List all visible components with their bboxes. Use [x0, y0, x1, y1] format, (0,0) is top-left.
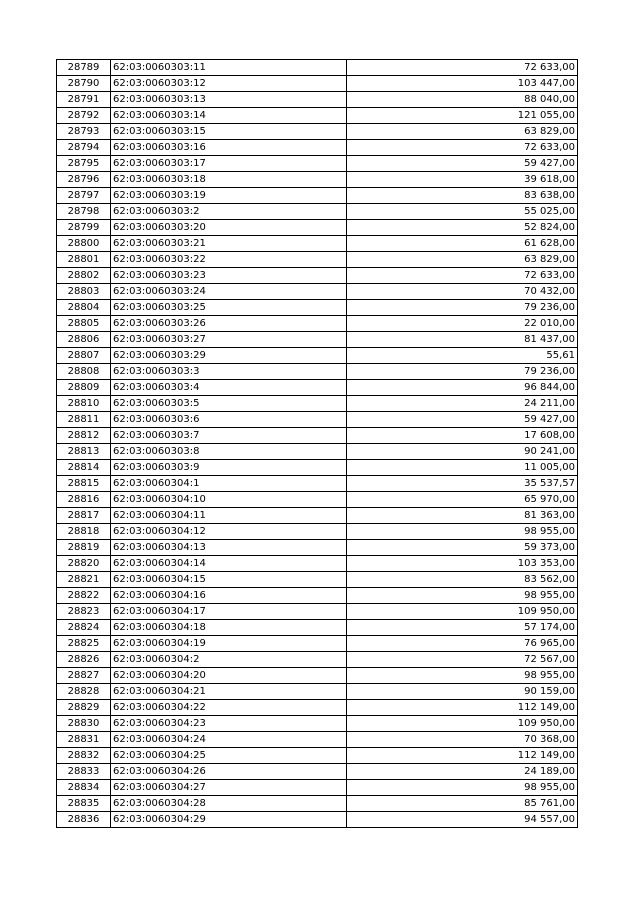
row-number-cell: 28829 — [57, 700, 111, 716]
cadastral-number-cell: 62:03:0060304:24 — [111, 732, 347, 748]
row-number-cell: 28796 — [57, 172, 111, 188]
cadastral-number-cell: 62:03:0060303:21 — [111, 236, 347, 252]
row-number-cell: 28832 — [57, 748, 111, 764]
cadastral-number-cell: 62:03:0060303:12 — [111, 76, 347, 92]
cadastral-value-cell: 65 970,00 — [347, 492, 578, 508]
row-number-cell: 28814 — [57, 460, 111, 476]
table-row — [57, 540, 578, 556]
row-number-cell: 28805 — [57, 316, 111, 332]
table-row — [57, 332, 578, 348]
row-number-cell: 28810 — [57, 396, 111, 412]
cadastral-value-cell: 55,61 — [347, 348, 578, 364]
cadastral-number-cell: 62:03:0060303:9 — [111, 460, 347, 476]
row-number-cell: 28808 — [57, 364, 111, 380]
table-row — [57, 812, 578, 828]
cadastral-value-cell: 72 633,00 — [347, 140, 578, 156]
cadastral-number-cell: 62:03:0060303:11 — [111, 60, 347, 76]
row-number-cell: 28834 — [57, 780, 111, 796]
cadastral-value-cell: 61 628,00 — [347, 236, 578, 252]
row-number-cell: 28797 — [57, 188, 111, 204]
row-number-cell: 28811 — [57, 412, 111, 428]
table-row — [57, 748, 578, 764]
table-row — [57, 508, 578, 524]
row-number-cell: 28799 — [57, 220, 111, 236]
row-number-cell: 28820 — [57, 556, 111, 572]
row-number-cell: 28800 — [57, 236, 111, 252]
cadastral-value-cell: 79 236,00 — [347, 300, 578, 316]
table-row — [57, 284, 578, 300]
cadastral-value-cell: 63 829,00 — [347, 252, 578, 268]
cadastral-value-cell: 109 950,00 — [347, 716, 578, 732]
cadastral-value-cell: 88 040,00 — [347, 92, 578, 108]
cadastral-value-cell: 103 353,00 — [347, 556, 578, 572]
cadastral-value-cell: 72 633,00 — [347, 60, 578, 76]
cadastral-value-cell: 72 567,00 — [347, 652, 578, 668]
row-number-cell: 28793 — [57, 124, 111, 140]
cadastral-number-cell: 62:03:0060303:14 — [111, 108, 347, 124]
cadastral-number-cell: 62:03:0060303:20 — [111, 220, 347, 236]
row-number-cell: 28824 — [57, 620, 111, 636]
cadastral-value-cell: 24 211,00 — [347, 396, 578, 412]
row-number-cell: 28818 — [57, 524, 111, 540]
cadastral-value-cell: 90 241,00 — [347, 444, 578, 460]
table-row — [57, 588, 578, 604]
table-row — [57, 636, 578, 652]
cadastral-value-cell: 70 368,00 — [347, 732, 578, 748]
cadastral-number-cell: 62:03:0060303:19 — [111, 188, 347, 204]
table-row — [57, 524, 578, 540]
cadastral-number-cell: 62:03:0060304:23 — [111, 716, 347, 732]
cadastral-number-cell: 62:03:0060304:14 — [111, 556, 347, 572]
row-number-cell: 28802 — [57, 268, 111, 284]
row-number-cell: 28821 — [57, 572, 111, 588]
cadastral-value-cell: 79 236,00 — [347, 364, 578, 380]
row-number-cell: 28823 — [57, 604, 111, 620]
cadastral-number-cell: 62:03:0060303:13 — [111, 92, 347, 108]
cadastral-number-cell: 62:03:0060303:22 — [111, 252, 347, 268]
cadastral-number-cell: 62:03:0060303:29 — [111, 348, 347, 364]
cadastral-value-cell: 83 638,00 — [347, 188, 578, 204]
cadastral-number-cell: 62:03:0060304:18 — [111, 620, 347, 636]
row-number-cell: 28819 — [57, 540, 111, 556]
cadastral-number-cell: 62:03:0060304:28 — [111, 796, 347, 812]
cadastral-value-cell: 72 633,00 — [347, 268, 578, 284]
table-row — [57, 124, 578, 140]
cadastral-number-cell: 62:03:0060304:25 — [111, 748, 347, 764]
cadastral-number-cell: 62:03:0060304:13 — [111, 540, 347, 556]
cadastral-number-cell: 62:03:0060303:7 — [111, 428, 347, 444]
table-row — [57, 604, 578, 620]
cadastral-value-cell: 59 427,00 — [347, 412, 578, 428]
row-number-cell: 28791 — [57, 92, 111, 108]
cadastral-number-cell: 62:03:0060303:3 — [111, 364, 347, 380]
cadastral-number-cell: 62:03:0060304:2 — [111, 652, 347, 668]
table-row — [57, 252, 578, 268]
row-number-cell: 28806 — [57, 332, 111, 348]
cadastral-number-cell: 62:03:0060304:29 — [111, 812, 347, 828]
table-row — [57, 428, 578, 444]
table-row — [57, 572, 578, 588]
row-number-cell: 28833 — [57, 764, 111, 780]
cadastral-number-cell: 62:03:0060303:15 — [111, 124, 347, 140]
table-row — [57, 396, 578, 412]
table-row — [57, 684, 578, 700]
cadastral-number-cell: 62:03:0060304:15 — [111, 572, 347, 588]
cadastral-number-cell: 62:03:0060304:12 — [111, 524, 347, 540]
row-number-cell: 28807 — [57, 348, 111, 364]
cadastral-number-cell: 62:03:0060304:26 — [111, 764, 347, 780]
cadastral-value-cell: 35 537,57 — [347, 476, 578, 492]
cadastral-number-cell: 62:03:0060304:1 — [111, 476, 347, 492]
table-row — [57, 492, 578, 508]
table-row — [57, 236, 578, 252]
cadastral-value-cell: 98 955,00 — [347, 588, 578, 604]
table-row — [57, 140, 578, 156]
table-row — [57, 796, 578, 812]
row-number-cell: 28798 — [57, 204, 111, 220]
cadastral-value-cell: 98 955,00 — [347, 668, 578, 684]
cadastral-value-cell: 85 761,00 — [347, 796, 578, 812]
cadastral-value-cell: 63 829,00 — [347, 124, 578, 140]
cadastral-number-cell: 62:03:0060303:18 — [111, 172, 347, 188]
cadastral-value-cell: 59 427,00 — [347, 156, 578, 172]
row-number-cell: 28827 — [57, 668, 111, 684]
row-number-cell: 28789 — [57, 60, 111, 76]
table-row — [57, 364, 578, 380]
row-number-cell: 28804 — [57, 300, 111, 316]
table-row — [57, 380, 578, 396]
table-row — [57, 620, 578, 636]
table-row — [57, 188, 578, 204]
row-number-cell: 28828 — [57, 684, 111, 700]
row-number-cell: 28794 — [57, 140, 111, 156]
row-number-cell: 28835 — [57, 796, 111, 812]
cadastral-value-cell: 96 844,00 — [347, 380, 578, 396]
cadastral-value-cell: 52 824,00 — [347, 220, 578, 236]
cadastral-value-cell: 17 608,00 — [347, 428, 578, 444]
row-number-cell: 28795 — [57, 156, 111, 172]
cadastral-number-cell: 62:03:0060304:17 — [111, 604, 347, 620]
table-row — [57, 220, 578, 236]
cadastral-number-cell: 62:03:0060303:16 — [111, 140, 347, 156]
cadastral-number-cell: 62:03:0060304:22 — [111, 700, 347, 716]
cadastral-value-cell: 81 363,00 — [347, 508, 578, 524]
table-row — [57, 700, 578, 716]
row-number-cell: 28815 — [57, 476, 111, 492]
cadastral-number-cell: 62:03:0060304:19 — [111, 636, 347, 652]
cadastral-value-cell: 57 174,00 — [347, 620, 578, 636]
table-row — [57, 716, 578, 732]
row-number-cell: 28822 — [57, 588, 111, 604]
cadastral-value-cell: 103 447,00 — [347, 76, 578, 92]
row-number-cell: 28803 — [57, 284, 111, 300]
table-row — [57, 652, 578, 668]
table-row — [57, 60, 578, 76]
table-row — [57, 412, 578, 428]
cadastral-number-cell: 62:03:0060303:5 — [111, 396, 347, 412]
row-number-cell: 28830 — [57, 716, 111, 732]
table-row — [57, 92, 578, 108]
cadastral-number-cell: 62:03:0060303:6 — [111, 412, 347, 428]
cadastral-value-cell: 98 955,00 — [347, 780, 578, 796]
cadastral-number-cell: 62:03:0060303:23 — [111, 268, 347, 284]
cadastral-value-cell: 112 149,00 — [347, 748, 578, 764]
cadastral-number-cell: 62:03:0060303:2 — [111, 204, 347, 220]
row-number-cell: 28826 — [57, 652, 111, 668]
cadastral-value-cell: 55 025,00 — [347, 204, 578, 220]
table-row — [57, 732, 578, 748]
cadastral-value-cell: 76 965,00 — [347, 636, 578, 652]
row-number-cell: 28809 — [57, 380, 111, 396]
row-number-cell: 28792 — [57, 108, 111, 124]
cadastral-number-cell: 62:03:0060303:27 — [111, 332, 347, 348]
table-row — [57, 108, 578, 124]
row-number-cell: 28801 — [57, 252, 111, 268]
table-body — [57, 60, 578, 828]
table-row — [57, 780, 578, 796]
cadastral-number-cell: 62:03:0060303:17 — [111, 156, 347, 172]
cadastral-number-cell: 62:03:0060304:10 — [111, 492, 347, 508]
table-row — [57, 300, 578, 316]
table-row — [57, 476, 578, 492]
row-number-cell: 28831 — [57, 732, 111, 748]
cadastral-value-cell: 94 557,00 — [347, 812, 578, 828]
table-row — [57, 76, 578, 92]
cadastral-value-cell: 90 159,00 — [347, 684, 578, 700]
table-row — [57, 460, 578, 476]
cadastral-value-cell: 39 618,00 — [347, 172, 578, 188]
table-row — [57, 668, 578, 684]
cadastral-number-cell: 62:03:0060304:27 — [111, 780, 347, 796]
table-row — [57, 156, 578, 172]
cadastral-value-cell: 98 955,00 — [347, 524, 578, 540]
cadastral-value-table — [56, 59, 578, 828]
cadastral-value-cell: 81 437,00 — [347, 332, 578, 348]
table-row — [57, 764, 578, 780]
cadastral-number-cell: 62:03:0060303:26 — [111, 316, 347, 332]
table-row — [57, 268, 578, 284]
cadastral-number-cell: 62:03:0060303:4 — [111, 380, 347, 396]
cadastral-number-cell: 62:03:0060304:11 — [111, 508, 347, 524]
cadastral-value-cell: 11 005,00 — [347, 460, 578, 476]
cadastral-value-cell: 70 432,00 — [347, 284, 578, 300]
cadastral-number-cell: 62:03:0060303:25 — [111, 300, 347, 316]
table-row — [57, 348, 578, 364]
row-number-cell: 28825 — [57, 636, 111, 652]
cadastral-value-cell: 112 149,00 — [347, 700, 578, 716]
cadastral-value-cell: 24 189,00 — [347, 764, 578, 780]
cadastral-value-cell: 83 562,00 — [347, 572, 578, 588]
cadastral-value-cell: 121 055,00 — [347, 108, 578, 124]
row-number-cell: 28816 — [57, 492, 111, 508]
cadastral-number-cell: 62:03:0060304:16 — [111, 588, 347, 604]
table-row — [57, 556, 578, 572]
row-number-cell: 28817 — [57, 508, 111, 524]
cadastral-value-cell: 59 373,00 — [347, 540, 578, 556]
table-row — [57, 316, 578, 332]
row-number-cell: 28790 — [57, 76, 111, 92]
row-number-cell: 28836 — [57, 812, 111, 828]
table-row — [57, 204, 578, 220]
table-row — [57, 172, 578, 188]
cadastral-value-cell: 109 950,00 — [347, 604, 578, 620]
cadastral-value-cell: 22 010,00 — [347, 316, 578, 332]
cadastral-number-cell: 62:03:0060303:24 — [111, 284, 347, 300]
row-number-cell: 28812 — [57, 428, 111, 444]
cadastral-number-cell: 62:03:0060304:20 — [111, 668, 347, 684]
cadastral-number-cell: 62:03:0060304:21 — [111, 684, 347, 700]
cadastral-number-cell: 62:03:0060303:8 — [111, 444, 347, 460]
table-row — [57, 444, 578, 460]
row-number-cell: 28813 — [57, 444, 111, 460]
